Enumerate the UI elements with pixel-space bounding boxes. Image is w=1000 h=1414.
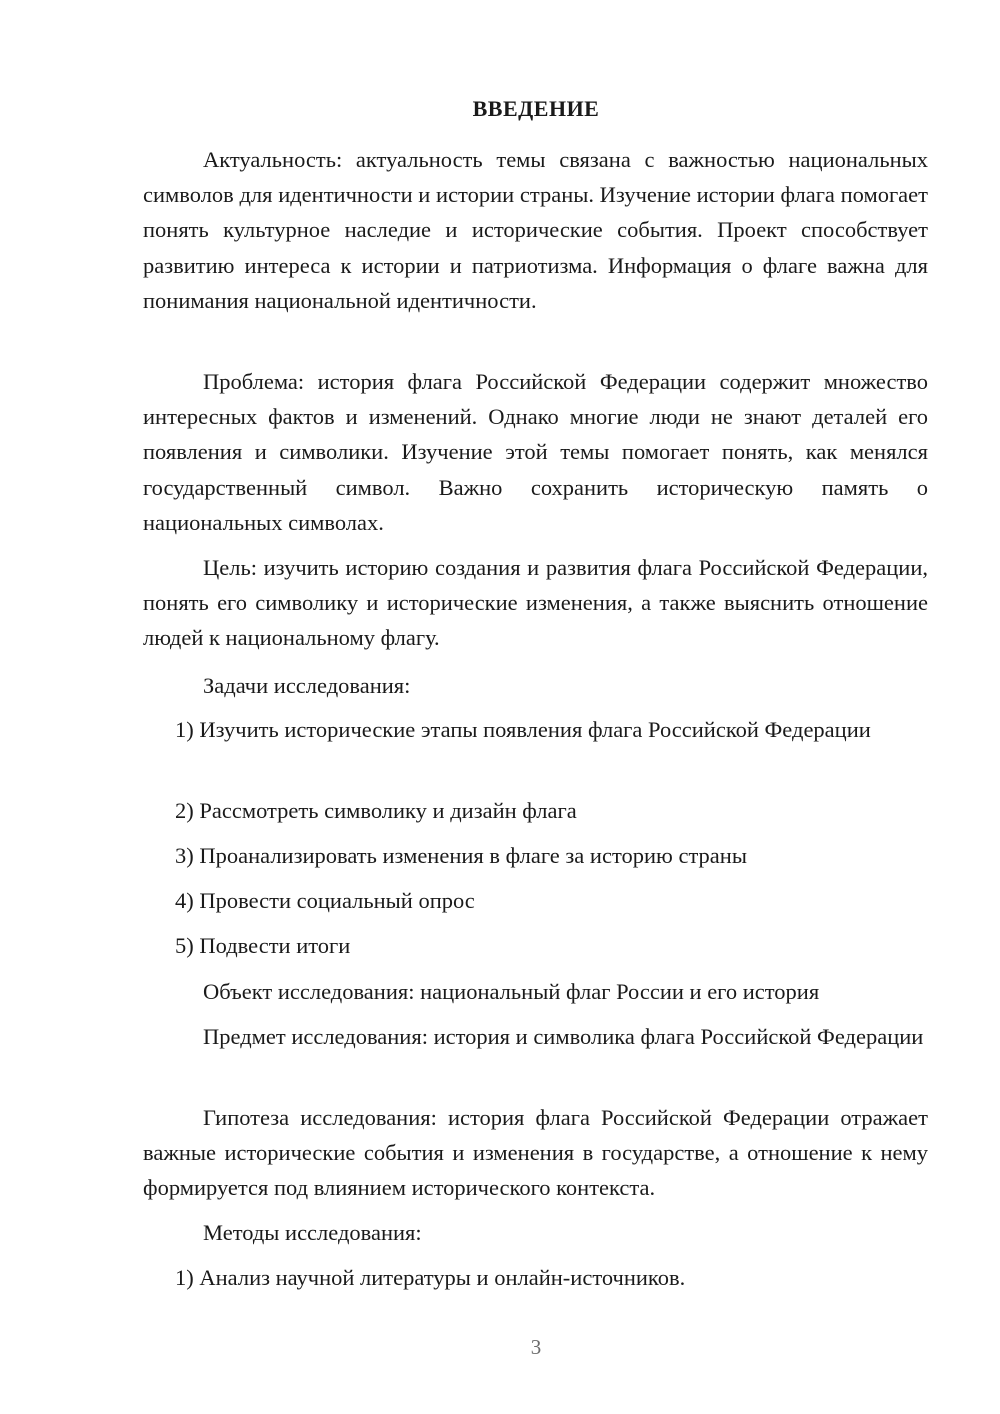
task-item: 2) Рассмотреть символику и дизайн флага: [175, 798, 577, 823]
task-item: 3) Проанализировать изменения в флаге за историю страны: [175, 843, 747, 868]
subject-paragraph: Предмет исследования: история и символика флага Российской Федерации: [203, 1024, 924, 1049]
section-heading: ВВЕДЕНИЕ: [472, 96, 600, 121]
goal-paragraph: Цель: изучить историю создания и развития флага Российской Федерации, понять его символику и исторические изменения, а также выяснить отношение людей к национальному флагу.: [143, 555, 928, 651]
methods-heading: Методы исследования:: [203, 1220, 422, 1245]
tasks-heading: Задачи исследования:: [203, 673, 411, 698]
problem-paragraph: Проблема: история флага Российской Федерации содержит множество интересных фактов и изменений. Однако многие люди не знают деталей его появления и символики. Изучение этой темы помогает понять, как менялся государственный символ. Важно сохранить историческую память о национальных символах.: [143, 369, 928, 535]
object-line: Объект исследования: национальный флаг России и его история: [203, 979, 820, 1004]
hypothesis-paragraph: Гипотеза исследования: история флага Российской Федерации отражает важные исторические события и изменения в государстве, а отношение к нему формируется под влиянием исторического контекста.: [143, 1105, 928, 1201]
task-item: 5) Подвести итоги: [175, 933, 351, 958]
task-item: 1) Изучить исторические этапы появления флага Российской Федерации: [175, 717, 871, 742]
method-item: 1) Анализ научной литературы и онлайн-источников.: [175, 1265, 686, 1290]
relevance-paragraph: Актуальность: актуальность темы связана с важностью национальных символов для идентичности и истории страны. Изучение истории флага помогает понять культурное наследие и исторические события. Проект способствует развитию интереса к истории и патриотизма. Информация о флаге важна для понимания национальной идентичности.: [143, 147, 928, 313]
task-item: 4) Провести социальный опрос: [175, 888, 475, 913]
page-number: 3: [530, 1335, 542, 1359]
